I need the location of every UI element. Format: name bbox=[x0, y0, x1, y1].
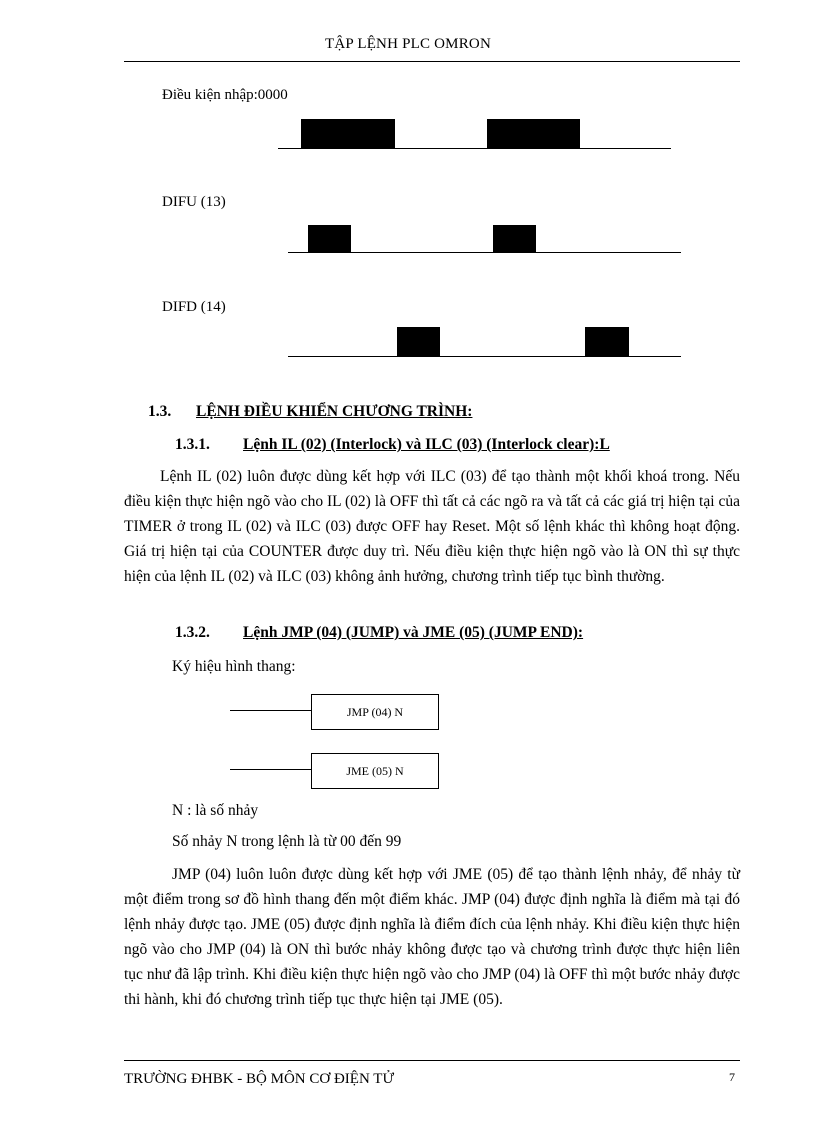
difd-pulse-1 bbox=[397, 327, 440, 357]
n-description: N : là số nhảy bbox=[172, 802, 259, 819]
difu-pulse-2 bbox=[493, 225, 536, 253]
section-1-3-2-title: Lệnh JMP (04) (JUMP) và JME (05) (JUMP END): bbox=[243, 624, 584, 641]
difd-pulse-2 bbox=[585, 327, 629, 357]
section-1-3-2-paragraph: JMP (04) luôn luôn được dùng kết hợp với JME (05) để tạo thành lệnh nhảy, để nhảy từ một điểm trong sơ đồ hình thang đến một điểm khác. JMP (04) được định nghĩa là điểm mà tại đó lệnh nhảy được tạo. JME (05) được định nghĩa là điểm đích của lệnh nhảy. Khi điều kiện thực hiện ngõ vào cho JMP (04) là ON thì bước nhảy không được tạo và chương trình được thực hiện liên tục như đã lập trình. Khi điều kiện thực hiện ngõ vào cho JMP (04) là OFF thì một bước nhảy được thi hành, khi đó chương trình tiếp tục thực hiện tại JME (05). bbox=[124, 866, 740, 1008]
n-range: Số nhảy N trong lệnh là từ 00 đến 99 bbox=[172, 833, 402, 850]
footer-text: TRƯỜNG ĐHBK - BỘ MÔN CƠ ĐIỆN TỬ bbox=[124, 1071, 395, 1087]
difd-label: DIFD (14) bbox=[162, 299, 226, 315]
ladder-symbol-label: Ký hiệu hình thang: bbox=[172, 658, 296, 675]
section-1-3-1-title: Lệnh IL (02) (Interlock) và ILC (03) (Interlock clear):L bbox=[243, 436, 610, 453]
page-header-title: TẬP LỆNH PLC OMRON bbox=[325, 36, 491, 52]
page-number: 7 bbox=[729, 1070, 735, 1084]
input-pulse-1 bbox=[301, 119, 395, 149]
jme-instruction-box: JME (05) N bbox=[311, 753, 439, 789]
jmp-instruction-box: JMP (04) N bbox=[311, 694, 439, 730]
section-1-3-1-paragraph: Lệnh IL (02) luôn được dùng kết hợp với ILC (03) để tạo thành một khối khoá trong. Nếu điều kiện thực hiện ngõ vào cho IL (02) là OFF thì tất cả các ngõ ra và tất cả các giá trị hiện tại của TIMER ở trong IL (02) và ILC (03) được OFF hay Reset. Một số lệnh khác thì không hoạt động. Giá trị hiện tại của COUNTER được duy trì. Nếu điều kiện thực hiện ngõ vào là ON thì sự thực hiện của lệnh IL (02) và ILC (03) không ảnh hưởng, chương trình tiếp tục bình thường. bbox=[124, 468, 740, 585]
section-1-3-2-number: 1.3.2. bbox=[175, 624, 210, 641]
section-1-3-heading bbox=[148, 403, 473, 421]
section-1-3-1-number: 1.3.1. bbox=[175, 436, 210, 453]
difu-pulse-1 bbox=[308, 225, 351, 253]
section-1-3-1-body bbox=[124, 464, 740, 589]
jmp-rung-line bbox=[230, 710, 312, 711]
footer-rule bbox=[124, 1060, 740, 1061]
section-1-3-1-heading bbox=[175, 436, 610, 454]
header-rule bbox=[124, 61, 740, 62]
section-1-3-number: 1.3. bbox=[148, 403, 172, 420]
difu-label: DIFU (13) bbox=[162, 194, 226, 210]
section-1-3-2-heading bbox=[175, 624, 584, 642]
section-1-3-title: LỆNH ĐIỀU KHIỂN CHƯƠNG TRÌNH: bbox=[196, 403, 473, 420]
jme-rung-line bbox=[230, 769, 312, 770]
input-condition-label: Điều kiện nhập:0000 bbox=[162, 87, 288, 103]
section-1-3-2-body bbox=[124, 862, 740, 1012]
input-pulse-2 bbox=[487, 119, 580, 149]
